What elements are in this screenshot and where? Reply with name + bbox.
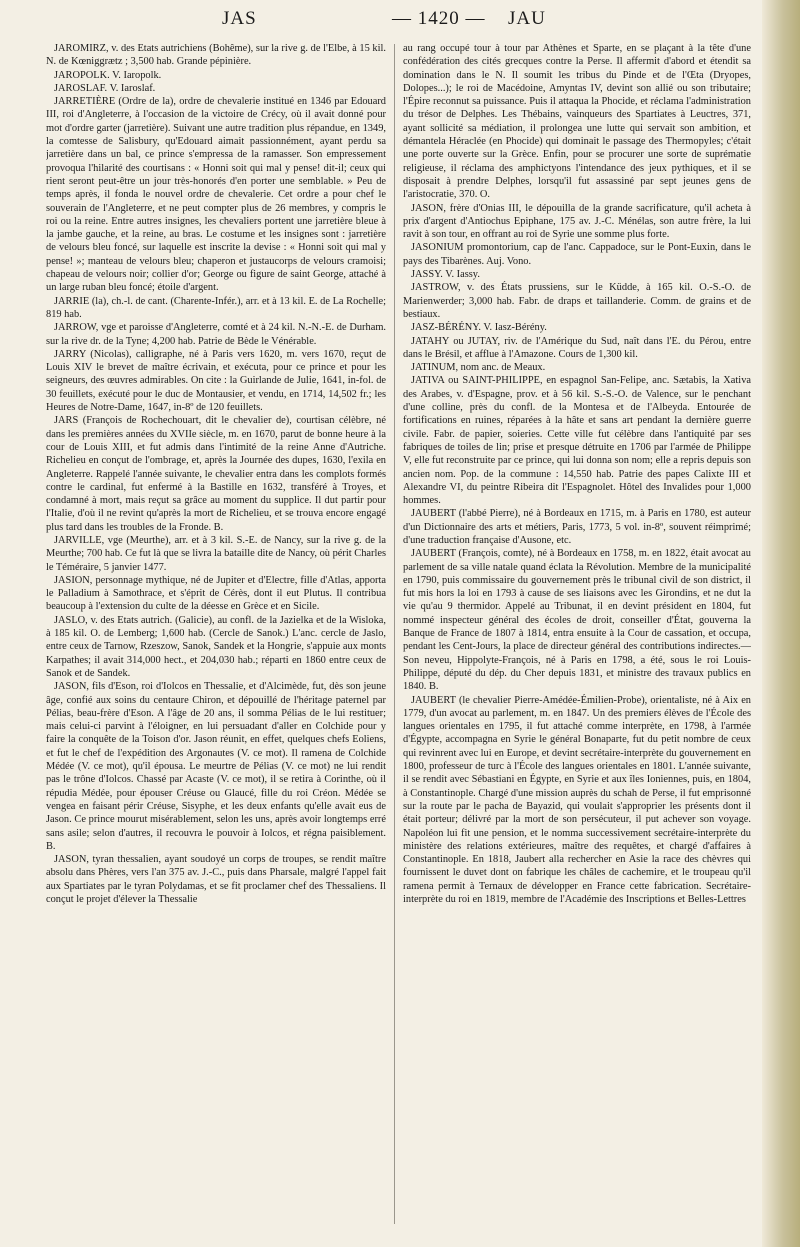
column-divider [394, 44, 395, 1224]
entry-jaslo: JASLO, v. des Etats autrich. (Galicie), au confl. de la Jazielka et de la Wisloka, à 185 kil. O. de Lemberg; 1,600 hab. (Cercle de Sanok.) L'anc. cercle de Jaslo, entre ceux de Tarnow, Rzeszow, Sanok, Sandek et la Hongrie, s'appuie aux monts Karpathes; il avait 314,000 hect., et 204,030 hab.; réparti en 1860 entre ceux de Sanok et de Sandek. [46, 614, 386, 679]
entry-jason-onias: JASON, frère d'Onias III, le dépouilla de la grande sacrificature, qu'il acheta à prix d'argent d'Antiochus Epiphane, 175 av. J.-C. Ménélas, son autre frère, la lui ravit à son tour, en offrant au roi de Syrie une somme plus forte. [403, 202, 751, 241]
entry-jaubert-comte: JAUBERT (François, comte), né à Bordeaux en 1758, m. en 1822, était avocat au parlement de sa ville natale quand éclata la Révolution. Membre de la municipalité en 1790, puis commissaire du gouvernement près le tribunal civil de son district, il fut mis hors la loi en 1793 à cause de ses liaisons avec les Girondins, et ne dut la vie qu'au 9 thermidor. Appelé au Tribunat, il en devint président en 1804, fut nommé inspecteur général des écoles de droit, conseiller d'État, gouverna la Banque de France de 1807 à 1814, entra ensuite à la Cour de cassation, et occupa, pendant les Cent-Jours, la place de directeur général des contributions indirectes.—Son neveu, Hippolyte-François, né à Paris en 1798, a été, sous le roi Louis-Philippe, député du dép. du Cher depuis 1831, et ministre des travaux publics en 1840. B. [403, 548, 751, 693]
entry-jason-argonaut: JASON, fils d'Eson, roi d'Iolcos en Thessalie, et d'Alcimède, fut, dès son jeune âge, confié aux soins du centaure Chiron, et dépouillé de l'héritage paternel par Pélias, beau-frère d'Eson. A l'âge de 20 ans, il somma Pélias de le lui restituer; mais celui-ci parvint à l'éloigner, en lui persuadant d'aller en Colchide pour y faire la conquête de la Toison d'or. Jason réunit, en effet, quelques chefs Eoliens, et fut le chef de l'expédition des Argonautes (V. ce mot). Il ramena de Colchide Médée (V. ce mot), qu'il épousa. Le meurtre de Pélias (V. ce mot) ne lui rendit pas le trône d'Iolcos. Chassé par Acaste (V. ce mot), il se retira à Corinthe, où il répudia Médée, pour épouser Créuse ou Glaucé, fille du roi Créon. Médée se vengea en faisant périr Créuse, Sisyphe, et les deux enfants qu'elle avait eus de Jason. Ce prince mourut misérablement, selon les uns, après avoir longtemps erré sans asile; selon d'autres, il recouvra le pouvoir à Iolcos, et régna paisiblement. B. [46, 681, 386, 852]
entry-jason-tyran-continued: au rang occupé tour à tour par Athènes et Sparte, en se plaçant à la tête d'une confédération des cités grecques contre la Perse. Il affermit d'abord et étendit sa domination dans le N. Il soumit les tribus du Pinde et de l'Œta (Dryopes, Dolopes...); le roi de Macédoine, Amyntas IV, devint son allié ou son tributaire; l'Épire reconnut sa puissance. Puis il attaqua la Phocide, et réclama l'administration du trésor de Delphes. Les Thébains, vainqueurs des Spartiates à Leuctres, 371, ayant sollicité sa médiation, il prolongea une lutte qui servait son ambition, et démantela Héraclée (en Phocide) qui dominait le passage des Thermopyles; c'était une porte ouverte sur la Grèce. Enfin, pour se procurer une sorte de suprématie religieuse, il réclama des amphictyons l'intendance des jeux pythiques, et il se disposait à prendre Delphes, lorsqu'il fut assassiné par sept jeunes gens de l'aristocratie, 370. O. [403, 43, 751, 201]
entry-jasonium: JASONIUM promontorium, cap de l'anc. Cappadoce, sur le Pont-Euxin, dans le pays des Tibarènes. Auj. Vono. [403, 242, 751, 267]
page-number: — 1420 — [392, 8, 486, 29]
entry-jaubert-chevalier: JAUBERT (le chevalier Pierre-Amédée-Émilien-Probe), orientaliste, né à Aix en 1779, d'un avocat au parlement, m. en 1847. Un des premiers élèves de l'École des langues orientales en 1795, il fut attaché comme interprète, en 1798, à l'armée d'Égypte, accompagna en Syrie le général Bonaparte, fut du petit nombre de ceux qui revinrent avec lui en Europe, et devint secrétaire-interprète du gouvernement en 1800, professeur de turc à l'École des langues orientales en 1801. L'année suivante, il se rendit avec Sébastiani en Égypte, en Syrie et aux îles Ioniennes, puis, en 1804, à Constantinople. Chargé d'une mission auprès du schah de Perse, il fut emprisonné sur la route par le pacha de Bayazid, qui voulait s'approprier les présents dont il était porteur; délivré par la mort de son persécuteur, il put achever son voyage. Napoléon lui fit une pension, et le nomma successivement secrétaire-interprète du ministère des relations extérieures, maître des requêtes, et chargé d'affaires à Constantinople. En 1818, Jaubert alla rechercher en Asie la race des chèvres qui fournissent le duvet dont on fabrique les châles de cachemire, et le troupeau qu'il ramena permit à Ternaux de développer en France cette fabrication. Secrétaire-interprète du roi en 1819, membre de l'Académie des Inscriptions et Belles-Lettres [403, 694, 751, 905]
entry-jarrow: JARROW, vge et paroisse d'Angleterre, comté et à 24 kil. N.-N.-E. de Durham. sur la rive dr. de la Tyne; 4,200 hab. Patrie de Bède le Vénérable. [46, 322, 386, 347]
entry-jaromirz: JAROMIRZ, v. des Etats autrichiens (Bohême), sur la rive g. de l'Elbe, à 15 kil. N. de Kœniggrætz ; 3,500 hab. Grande pépinière. [46, 43, 386, 68]
entry-jastrow: JASTROW, v. des États prussiens, sur le Küdde, à 165 kil. O.-S.-O. de Marienwerder; 3,000 hab. Fabr. de draps et taillanderie. Comm. de grains et de bestiaux. [403, 282, 751, 320]
header-right-guideword: JAU [508, 8, 546, 29]
entry-jars: JARS (François de Rochechouart, dit le chevalier de), courtisan célèbre, né dans les premières années du XVIIe siècle, m. en 1670, parut de bonne heure à la cour de Louis XIII, et fut admis dans l'intimité de la reine Anne d'Autriche. Richelieu en conçut de l'ombrage, et, après la Journée des dupes, 1630, l'exila en Angleterre. Rappelé l'année suivante, le chevalier entra dans les complots formés contre le cardinal, fut enfermé à la Bastille en 1632, transféré à Troyes, et condamné à mort, mais reçut sa grâce au moment du supplice. Il dut partir pour l'Italie, d'où il ne revint qu'après la mort de Richelieu, et se trouva encore engagé plus tard dans les troubles de la Fronde. B. [46, 415, 386, 533]
entry-jasion: JASION, personnage mythique, né de Jupiter et d'Electre, fille d'Atlas, apporta le Palladium à Samothrace, et s'éprit de Cérès, dont il eut Plutus. Il contribua beaucoup à l'extension du culte de la déesse en Grèce et en Sicile. [46, 574, 386, 613]
entry-jaroslaf: JAROSLAF. V. Iaroslaf. [54, 82, 156, 94]
left-column [46, 42, 386, 1232]
entry-jatahy: JATAHY ou JUTAY, riv. de l'Amérique du Sud, naît dans l'E. du Pérou, entre dans le Brésil, et afflue à l'Amazone. Cours de 1,300 kil. [403, 335, 751, 360]
right-column [403, 42, 751, 1232]
entry-jarry: JARRY (Nicolas), calligraphe, né à Paris vers 1620, m. vers 1670, reçut de Louis XIV le brevet de maître écrivain, et exécuta, pour ce prince et pour les seigneurs, des œuvres admirables. On cite : la Guirlande de Julie, 1641, in-fol. de 30 feuillets, exécuté pour le duc de Montausier, et vendu, en 1714, 14,502 fr.; les Heures de Notre-Dame, 1647, in-8º de 120 feuillets. [46, 348, 386, 414]
entry-jarretiere: JARRETIÈRE (Ordre de la), ordre de chevalerie institué en 1346 par Edouard III, roi d'Angleterre, à l'occasion de la victoire de Crécy, où il avait donné pour mot d'ordre garter (jarretière). Suivant une autre tradition plus répandue, en 1349, la comtesse de Salisbury, qu'Edouard aimait passionnément, ayant perdu sa jarretière dans un bal, ce prince s'empressa de la ramasser. Son empressement provoqua l'hilarité des courtisans : « Honni soit qui mal y pense! dit-il; ceux qui rient seront peut-être un jour très-honorés d'en porter une semblable. » Peu de temps après, il fonda le nouvel ordre de chevalerie. Cet ordre a pour chef le souverain de l'Angleterre, et ne peut compter plus de 26 membres, y compris le roi ou la reine. Entre autres insignes, les chevaliers portent une jarretière bleue à la jambe gauche, et la reine, au bras. Le costume et les insignes sont : jarretière de velours bleu foncé, sur laquelle est inscrite la devise : « Honni soit qui mal y pense! »; manteau de velours bleu; chaperon et justaucorps de velours cramoisi; chapeau de velours noir; collier d'or; George ou figure de saint George, attaché à un large ruban bleu foncé; étoile d'argent. [46, 96, 386, 294]
entry-jarville: JARVILLE, vge (Meurthe), arr. et à 3 kil. S.-E. de Nancy, sur la rive g. de la Meurthe; 700 hab. Ce fut là que se livra la bataille dite de Nancy, où périt Charles le Téméraire, 5 janvier 1477. [46, 534, 386, 573]
page-edge-shadow [762, 0, 800, 1247]
entry-jaubert-abbe: JAUBERT (l'abbé Pierre), né à Bordeaux en 1715, m. à Paris en 1780, est auteur d'un Dictionnaire des arts et métiers, Paris, 1773, 5 vol. in-8º, souvent réimprimé; d'une traduction française d'Ausone, etc. [403, 508, 751, 546]
entry-jaropolk: JAROPOLK. V. Iaropolk. [54, 69, 162, 81]
entry-jassy: JASSY. V. Iassy. [411, 269, 480, 281]
page-header [0, 8, 800, 36]
header-left-guideword: JAS [222, 8, 257, 29]
entry-jatinum: JATINUM, nom anc. de Meaux. [411, 362, 546, 374]
entry-jasz-bereny: JASZ-BÉRÉNY. V. Iasz-Bérény. [411, 322, 547, 334]
entry-jativa: JATIVA ou SAINT-PHILIPPE, en espagnol San-Felipe, anc. Sætabis, la Xativa des Arabes, v. d'Espagne, prov. et à 56 kil. S.-S.-O. de Valence, sur le penchant d'une colline, près du confl. de la Montesa et de l'Albeyda. Entourée de fortifications en ruines, réparées à la hâte et sans art pendant la dernière guerre civile. Fabr. de papier, soieries. Cette ville fut célèbre dans l'antiquité par ses fabriques de toiles de lin; prise et presque détruite en 1706 par l'armée de Philippe V, elle fut reconstruite par ce prince, qui lui donna son nom; elle a repris depuis son ancien nom. Pop. de la commune : 14,550 hab. Patrie des papes Calixte III et Alexandre VI, du peintre Ribeira dit l'Espagnolet. Hôtel des Invalides pour 1,000 hommes. [403, 375, 751, 507]
entry-jarrie: JARRIE (la), ch.-l. de cant. (Charente-Infér.), arr. et à 13 kil. E. de La Rochelle; 819 hab. [46, 295, 386, 320]
entry-jason-tyran: JASON, tyran thessalien, ayant soudoyé un corps de troupes, se rendit maître absolu dans Phères, vers l'an 375 av. J.-C., puis dans Pharsale, malgré l'appel fait aux Spartiates par le tyran Polydamas, et se fit proclamer chef des Thessaliens. Il conçut le projet d'élever la Thessalie [46, 854, 386, 905]
